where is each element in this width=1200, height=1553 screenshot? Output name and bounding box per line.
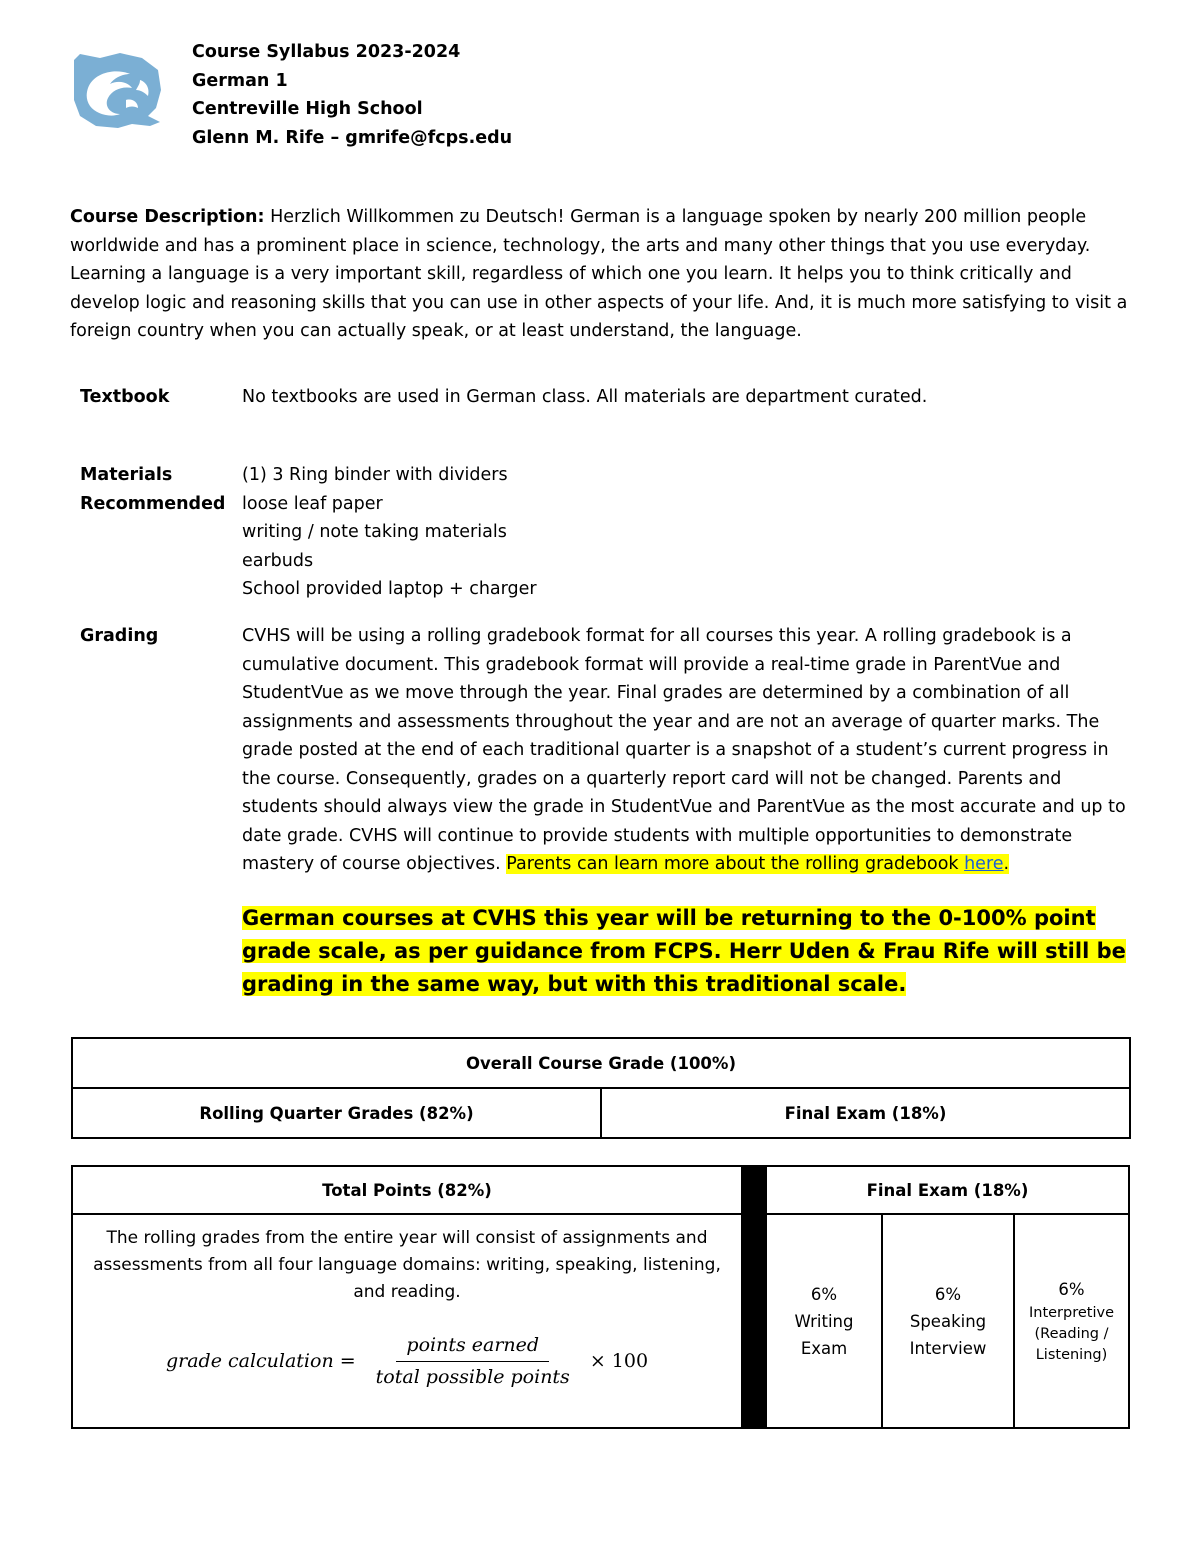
syllabus-header [192, 38, 512, 152]
overall-grade-title: Overall Course Grade (100%) [72, 1038, 1130, 1088]
final-exam-cell: Final Exam (18%) [601, 1088, 1130, 1138]
exam-percent: 6% [810, 1284, 838, 1304]
interpretive-exam-cell [1014, 1214, 1129, 1428]
total-points-body [72, 1214, 742, 1428]
gradebook-highlight [506, 854, 1009, 874]
exam-label: Speaking [909, 1311, 987, 1331]
list-item: School provided laptop + charger [242, 579, 537, 599]
wildcat-logo-icon [70, 50, 162, 130]
materials-label-line1: Materials [80, 465, 173, 485]
grade-scale-notice [242, 902, 1132, 1001]
grading-label: Grading [80, 626, 159, 646]
exam-label: Listening) [1035, 1347, 1108, 1363]
list-item: earbuds [242, 550, 314, 571]
writing-exam-cell [766, 1214, 882, 1428]
course-name: German 1 [192, 70, 288, 91]
separator-column [742, 1166, 766, 1428]
exam-percent: 6% [934, 1284, 962, 1304]
materials-list [242, 461, 1132, 604]
exam-label: Interpretive [1028, 1305, 1115, 1321]
exam-label: (Reading / [1034, 1326, 1109, 1342]
points-breakdown-table [71, 1165, 1130, 1429]
gradebook-link[interactable]: here [964, 854, 1004, 874]
list-item: (1) 3 Ring binder with dividers [242, 465, 508, 485]
formula-denominator: total possible points [375, 1366, 570, 1388]
exam-label: Writing [794, 1311, 854, 1331]
exam-label: Exam [800, 1338, 848, 1358]
exam-percent: 6% [1058, 1280, 1085, 1299]
list-item: writing / note taking materials [242, 522, 507, 542]
course-description [70, 203, 1130, 346]
materials-label-line2: Recommended [80, 493, 226, 514]
gradebook-period: . [1003, 854, 1010, 874]
grading-body: CVHS will be using a rolling gradebook format for all courses this year. A rolling gradebook is a cumulative document. This gradebook format will provide a real-time grade in ParentVue and StudentVue as we move through the year. Final grades are determined by a combination of all assignments and assessments throughout the year and are not an average of quarter marks. The grade posted at the end of each traditional quarter is a snapshot of a student’s current progress in the course. Consequently, grades on a quarterly report card will not be changed. Parents and students should always view the grade in StudentVue and ParentVue as the most accurate and up to date grade. CVHS will continue to provide students with multiple opportunities to demonstrate mastery of course objectives. [242, 626, 1126, 874]
list-item: loose leaf paper [242, 493, 383, 514]
formula-lhs: grade calculation = [165, 1350, 356, 1372]
exam-label: Interview [909, 1338, 987, 1358]
rolling-quarter-grades-cell: Rolling Quarter Grades (82%) [72, 1088, 601, 1138]
overall-grade-table [71, 1037, 1131, 1139]
formula-fraction [366, 1332, 580, 1391]
formula-multiplier: × 100 [589, 1350, 649, 1372]
course-description-label: Course Description: [70, 207, 265, 227]
gradebook-highlight-text: Parents can learn more about the rolling gradebook [506, 854, 965, 874]
textbook-label: Textbook [80, 387, 170, 407]
materials-label [80, 461, 225, 518]
formula-numerator: points earned [396, 1332, 549, 1362]
total-points-header: Total Points (82%) [72, 1166, 742, 1214]
course-description-text: Herzlich Willkommen zu Deutsch! German is a language spoken by nearly 200 million people worldwide and has a prominent place in science, technology, the arts and many other things that you use everyday. Learning a language is a very important skill, regardless of which one you learn. It helps you to think critically and develop logic and reasoning skills that you can use in other aspects of your life. And, it is much more satisfying to visit a foreign country when you can actually speak, or at least understand, the language. [70, 207, 1128, 341]
school-name: Centreville High School [192, 99, 423, 119]
final-exam-header: Final Exam (18%) [766, 1166, 1129, 1214]
grade-scale-notice-text: German courses at CVHS this year will be returning to the 0-100% point grade scale, as per guidance from FCPS. Herr Uden & Frau Rife will still be grading in the same way, but with this traditional scale. [242, 906, 1126, 996]
teacher-contact: Glenn M. Rife – gmrife@fcps.edu [192, 127, 513, 148]
rolling-grades-description: The rolling grades from the entire year will consist of assignments and assessments from all four language domains: writing, speaking, listening, and reading. [93, 1228, 721, 1302]
syllabus-title: Course Syllabus 2023-2024 [192, 42, 461, 62]
speaking-interview-cell [882, 1214, 1014, 1428]
textbook-text: No textbooks are used in German class. All materials are department curated. [242, 387, 928, 407]
grading-text [242, 622, 1132, 879]
grade-formula [89, 1332, 725, 1391]
